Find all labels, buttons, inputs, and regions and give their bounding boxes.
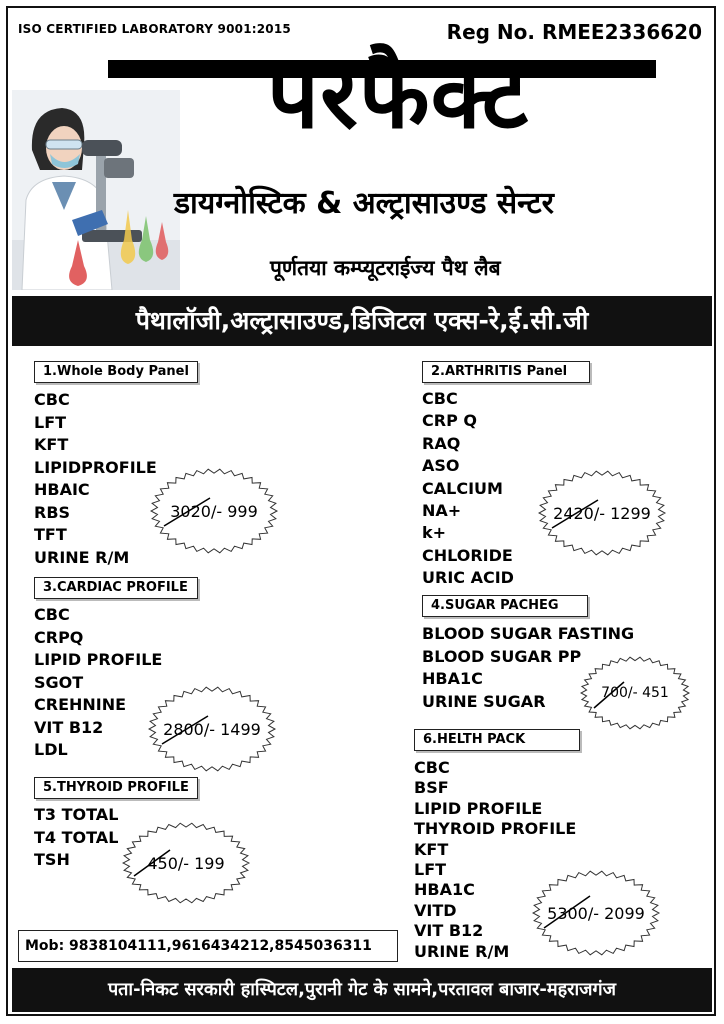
test-item: BLOOD SUGAR PP (422, 646, 582, 666)
test-item: ASO (422, 456, 460, 476)
test-item: HBA1C (422, 669, 483, 689)
test-item: KFT (34, 435, 69, 454)
test-item: LIPID PROFILE (414, 798, 543, 818)
test-item: RBS (34, 502, 71, 522)
test-item: VITD (414, 900, 457, 920)
test-item: CBC (422, 389, 458, 408)
old-price: 5300/- (547, 904, 600, 923)
sugar-price-badge (580, 656, 690, 730)
test-item: URIC ACID (422, 568, 514, 588)
test-item: SGOT (34, 672, 84, 692)
panel-title-thyroid: 5.THYROID PROFILE (34, 777, 198, 799)
test-item: BLOOD SUGAR FASTING (422, 624, 635, 643)
services-banner: पैथालॉजी,अल्ट्रासाउण्ड,डिजिटल एक्स-रे,ई.सी.जी (12, 296, 712, 346)
thyroid-test-list (34, 804, 118, 872)
test-item: CHLORIDE (422, 545, 513, 565)
new-price: 451 (642, 685, 669, 701)
test-item: T3 TOTAL (34, 805, 119, 824)
whole-body-price-badge (150, 468, 278, 554)
test-item: LIPID PROFILE (34, 650, 163, 669)
test-item: KFT (414, 839, 449, 859)
contact-mobile-numbers: Mob: 9838104111,9616434212,8545036311 (18, 930, 398, 962)
arthritis-test-list (422, 388, 514, 590)
iso-certification: ISO CERTIFIED LABORATORY 9001:2015 (18, 22, 291, 36)
cardiac-price-badge (148, 686, 276, 772)
new-price: 999 (227, 502, 258, 521)
panel-title-health-pack: 6.HELTH PACK (414, 729, 580, 751)
test-item: BSF (414, 778, 449, 798)
brand-name: परफैक्ट (266, 42, 530, 149)
new-price: 1299 (610, 504, 651, 523)
center-subtitle: डायग्नोस्टिक & अल्ट्रासाउण्ड सेन्टर (174, 186, 554, 221)
test-item: CRPQ (34, 627, 84, 647)
test-item: VIT B12 (414, 921, 484, 941)
test-item: LFT (34, 412, 67, 432)
arthritis-price-badge (538, 470, 666, 556)
test-item: T4 TOTAL (34, 827, 119, 847)
panel-title-cardiac: 3.CARDIAC PROFILE (34, 577, 198, 599)
registration-number: Reg No. RMEE2336620 (446, 20, 702, 44)
test-item: TFT (34, 525, 67, 544)
test-item: CRP Q (422, 411, 477, 431)
test-item: URINE R/M (34, 547, 130, 567)
test-item: URINE SUGAR (422, 691, 546, 711)
old-price: 2800/- (163, 720, 216, 739)
test-item: CBC (414, 758, 450, 777)
old-price: 3020/- (170, 502, 223, 521)
test-item: k+ (422, 523, 447, 543)
test-item: CALCIUM (422, 478, 503, 498)
test-item: CREHNINE (34, 695, 127, 714)
test-item: LIPIDPROFILE (34, 457, 157, 477)
test-item: VIT B12 (34, 717, 104, 737)
test-item: HBAIC (34, 480, 90, 499)
old-price: 700/- (601, 685, 638, 701)
thyroid-price-badge (122, 822, 250, 904)
panel-title-sugar: 4.SUGAR PACHEG (422, 595, 588, 617)
old-price: 450/- (147, 854, 190, 873)
old-price: 2420/- (553, 504, 606, 523)
panel-title-arthritis: 2.ARTHRITIS Panel (422, 361, 590, 383)
test-item: THYROID PROFILE (414, 819, 577, 839)
test-item: URINE R/M (414, 941, 510, 961)
new-price: 199 (194, 854, 225, 873)
address-banner: पता-निकट सरकारी हास्पिटल,पुरानी गेट के सामने,परतावल बाजार-महराजगंज (12, 968, 712, 1012)
test-item: LFT (414, 860, 447, 880)
test-item: TSH (34, 850, 70, 869)
health-pack-price-badge (532, 870, 660, 956)
test-item: CBC (34, 390, 70, 409)
new-price: 1499 (220, 720, 261, 739)
test-item: NA+ (422, 501, 462, 521)
test-item: HBA1C (414, 880, 475, 900)
test-item: RAQ (422, 433, 461, 453)
panel-title-whole-body: 1.Whole Body Panel (34, 361, 198, 383)
new-price: 2099 (604, 904, 645, 923)
lab-tagline: पूर्णतया कम्प्यूटराईज्य पैथ लैब (270, 256, 501, 280)
test-item: CBC (34, 605, 70, 624)
cardiac-test-list (34, 604, 162, 762)
test-item: LDL (34, 740, 68, 759)
whole-body-test-list (34, 389, 157, 569)
